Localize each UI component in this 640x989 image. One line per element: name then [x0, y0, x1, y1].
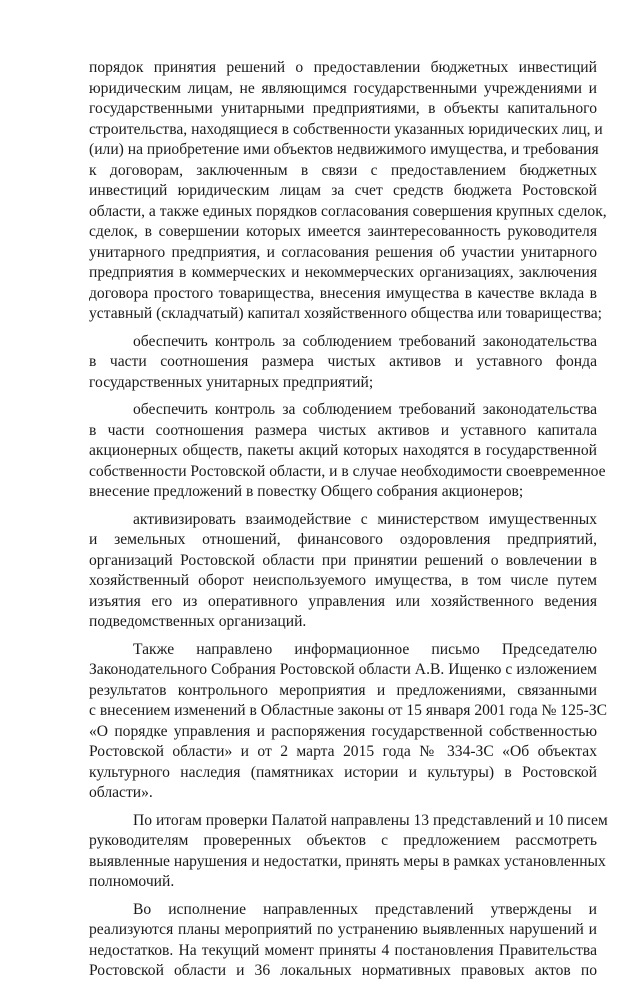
text-line: внесение предложений в повестку Общего собрания акционеров; [89, 483, 524, 500]
text-line: культурного наследия (памятниках истории и культуры) в Ростовской [89, 763, 597, 781]
text-line: унитарного предприятия, и согласования решения об участии унитарного [89, 243, 597, 261]
text-line: юридическим лицам, не являющимся государственными учреждениями и [89, 79, 597, 97]
text-line: акционерных обществ, пакеты акций которых находятся в государственной [89, 442, 597, 459]
text-line: Также направлено информационное письмо Председателю [133, 640, 597, 658]
text-line: Ростовской области и 36 локальных нормативных правовых актов по [89, 962, 597, 979]
text-line: в части соотношения размера чистых активов и уставного капитала [89, 421, 597, 439]
text-line: результатов контрольного мероприятия и предложениями, связанными [89, 681, 597, 699]
text-line: выявленные нарушения и недостатки, принять меры в рамках установленных [89, 852, 606, 870]
text-line: строительства, находящиеся в собственности указанных юридических лиц, и [89, 120, 603, 138]
text-line: порядок принятия решений о предоставлении бюджетных инвестиций [89, 59, 597, 76]
text-line: активизировать взаимодействие с министерством имущественных [133, 510, 597, 528]
document-body [89, 58, 608, 989]
text-line: хозяйственный оборот неиспользуемого имущества, в том числе путем [89, 572, 597, 589]
text-line: подведомственных организаций. [89, 613, 307, 630]
text-line: изъятия его из оперативного управления или хозяйственного ведения [89, 592, 597, 610]
text-line: Ростовской области» и от 2 марта 2015 года № 334-ЗС «Об объектах [89, 743, 597, 760]
text-line: сделок, в совершении которых имеется заинтересованность руководителя [89, 223, 597, 240]
text-line: реализуются планы мероприятий по устранению выявленных нарушений и [89, 921, 597, 938]
paragraph-unitary-enterprises-control [89, 332, 597, 394]
text-line: области». [89, 784, 153, 801]
text-line: с внесением изменений в Областные законы от 15 января 2001 года № 125-ЗС [89, 702, 608, 719]
paragraph-decision-procedures [89, 58, 607, 325]
paragraph-execution-plans [89, 900, 597, 982]
text-line: уставный (складчатый) капитал хозяйственного общества или товарищества; [89, 305, 602, 322]
text-line: По итогам проверки Палатой направлены 13 представлений и 10 писем [133, 811, 608, 829]
paragraph-joint-stock-control [89, 400, 606, 503]
text-line: «О порядке управления и распоряжения государственной собственностью [89, 722, 597, 740]
text-line: и земельных отношений, финансового оздоровления предприятий, [89, 531, 597, 548]
text-line: области, а также единых порядков согласования совершения крупных сделок, [89, 202, 607, 220]
text-line: Законодательного Собрания Ростовской области А.В. Ищенко с изложением [89, 661, 597, 678]
text-line: к договорам, заключенным в связи с предоставлением бюджетных [89, 161, 597, 179]
text-line: государственными унитарными предприятиями, в объекты капитального [89, 100, 597, 117]
text-line: в части соотношения размера чистых активов и уставного фонда [89, 353, 597, 370]
text-line: Во исполнение направленных представлений утверждены и [133, 900, 597, 918]
text-line: обеспечить контроль за соблюдением требований законодательства [133, 401, 597, 418]
text-line: предприятия в коммерческих и некоммерческих организациях, заключения [89, 264, 597, 281]
text-line: (или) на приобретение ими объектов недвижимого имущества, и требования [89, 141, 599, 158]
text-line: полномочий. [89, 873, 175, 890]
text-line: договора простого товарищества, внесения имущества в качестве вклада в [89, 284, 597, 302]
text-line: обеспечить контроль за соблюдением требований законодательства [133, 332, 597, 350]
text-line: собственности Ростовской области, и в случае необходимости своевременное [89, 462, 606, 480]
paragraph-information-letter [89, 640, 608, 804]
text-line: государственных унитарных предприятий; [89, 373, 374, 391]
text-line: организаций Ростовской области при принятии решений о вовлечении в [89, 551, 597, 569]
text-line: руководителям проверенных объектов с предложением рассмотреть [89, 832, 597, 849]
text-line: недостатков. На текущий момент приняты 4 постановления Правительства [89, 941, 597, 959]
paragraph-audit-results [89, 811, 608, 893]
paragraph-interaction-ministry [89, 510, 597, 633]
text-line: инвестиций юридическим лицам за счет средств бюджета Ростовской [89, 182, 597, 199]
